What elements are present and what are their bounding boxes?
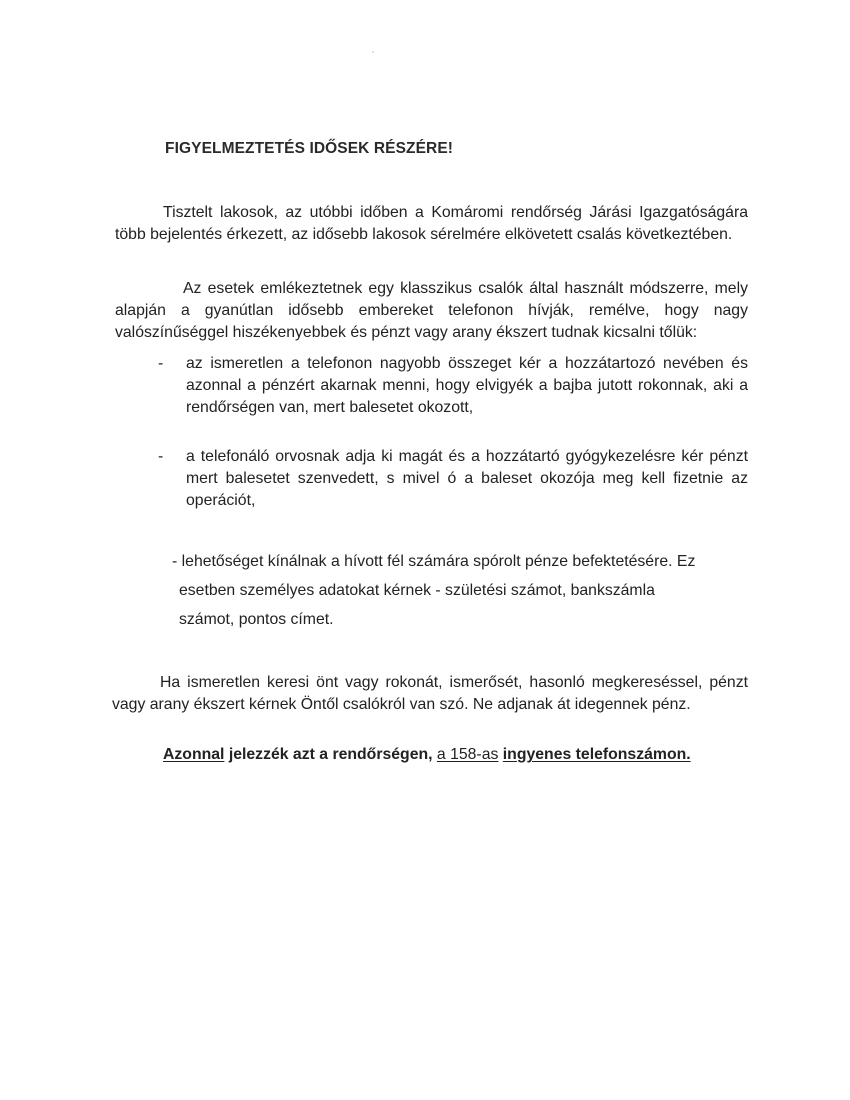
final-report-text: jelezzék azt a rendőrségen,: [224, 746, 433, 763]
list-item: [172, 547, 752, 634]
paragraph-method-text: Az esetek emlékeztetnek egy klasszikus csalók által használt módszerre, mely alapján a gyanútlan idősebb embereket telefonon hívják, remélve, hogy nagy valószínűséggel hiszékenyebbek és pénzt vagy arany ékszert tudnak kicsalni tőlük:: [115, 280, 748, 341]
list-item-text: a telefonáló orvosnak adja ki magát és a hozzátartó gyógykezelésre kér pénzt mert balesetet szenvedett, s mivel ó a baleset okozója meg kell fizetnie az operációt,: [186, 448, 748, 509]
scan-speck: [372, 51, 374, 53]
paragraph-advice: [112, 672, 748, 716]
final-free-phone: ingyenes telefonszámon.: [502, 746, 691, 763]
paragraph-intro-text: Tisztelt lakosok, az utóbbi időben a Komáromi rendőrség Járási Igazgatóságára több bejelentés érkezett, az idősebb lakosok sérelmére elkövetett csalás következtében.: [115, 204, 748, 243]
list-item-line: esetben személyes adatokat kérnek - születési számot, bankszámla: [179, 582, 655, 599]
bullet-dash: -: [158, 448, 164, 465]
final-immediately: Azonnal: [163, 746, 225, 763]
final-phone-number: a 158-as: [436, 746, 499, 763]
paragraph-advice-text: Ha ismeretlen keresi önt vagy rokonát, ismerősét, hasonló megkereséssel, pénzt vagy arany ékszert kérnek Öntől csalókról van szó. Ne adjanak át idegennek pénz.: [112, 674, 748, 713]
paragraph-intro: [115, 202, 748, 246]
list-item-text: az ismeretlen a telefonon nagyobb összeget kér a hozzátartozó nevében és azonnal a pénzért akarnak menni, hogy elvigyék a bajba jutott rokonnak, aki a rendőrségen van, mert balesetet okozott,: [186, 355, 748, 416]
bullet-dash: -: [158, 355, 164, 372]
list-item-line: - lehetőséget kínálnak a hívott fél számára spórolt pénze befektetésére. Ez: [172, 553, 696, 570]
list-item-line: számot, pontos címet.: [179, 611, 334, 628]
final-call-to-action: [163, 746, 691, 764]
document-title: FIGYELMEZTETÉS IDŐSEK RÉSZÉRE!: [165, 140, 454, 157]
paragraph-method: [115, 278, 748, 344]
